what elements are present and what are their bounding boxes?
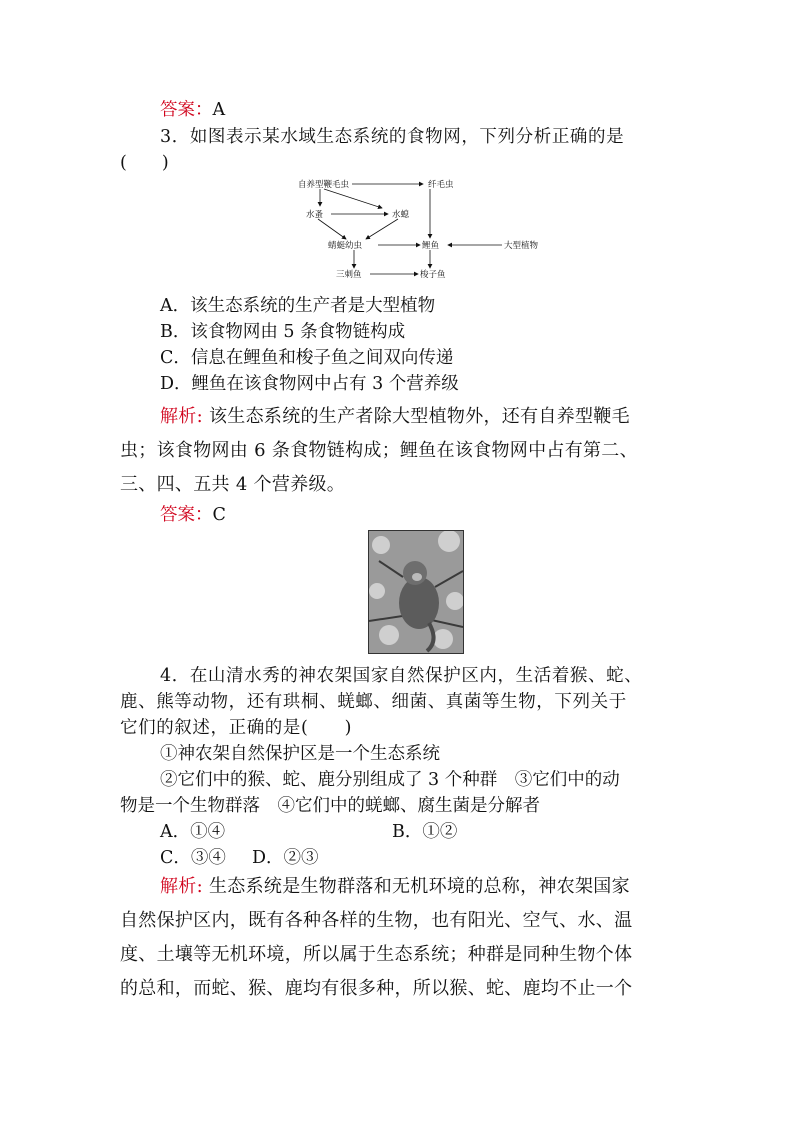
q2-answer bbox=[160, 98, 225, 122]
answer-value: A bbox=[212, 100, 226, 120]
q3-explanation-line1 bbox=[160, 405, 630, 429]
q4-explanation-line3: 度、土壤等无机环境，所以属于生态系统；种群是同种生物个体 bbox=[120, 944, 633, 965]
answer-label: 答案： bbox=[160, 505, 213, 525]
q4-statement-line2: ②它们中的猴、蛇、鹿分别组成了 3 个种群 ③它们中的动 bbox=[160, 770, 620, 790]
q4-option-d: D．②③ bbox=[252, 848, 319, 868]
node-dragonfly-larva: 蜻蜓幼虫 bbox=[328, 241, 363, 251]
q4-explanation-line1 bbox=[160, 875, 630, 899]
q4-statement-line1: ①神农架自然保护区是一个生态系统 bbox=[160, 744, 440, 764]
q4-option-a: A．①④ bbox=[160, 822, 226, 842]
q3-option-c: C．信息在鲤鱼和梭子鱼之间双向传递 bbox=[160, 348, 454, 368]
edge-hydra-dragonfly bbox=[366, 219, 398, 239]
q3-explanation-line3: 三、四、五共 4 个营养级。 bbox=[120, 474, 346, 495]
edge-flagellate-hydra bbox=[324, 189, 382, 208]
q4-explanation-line4: 的总和，而蛇、猴、鹿均有很多种，所以猴、蛇、鹿均不止一个 bbox=[120, 978, 633, 999]
q3-answer bbox=[160, 503, 226, 527]
q4-stem-line3: 它们的叙述，正确的是( ) bbox=[120, 718, 353, 738]
q4-stem-line2: 鹿、熊等动物，还有珙桐、蜣螂、细菌、真菌等生物，下列关于 bbox=[120, 692, 627, 712]
q3-explanation-line2: 虫；该食物网由 6 条食物链构成；鲤鱼在该食物网中占有第二、 bbox=[120, 440, 638, 461]
q4-stem-line1: 4．在山清水秀的神农架国家自然保护区内，生活着猴、蛇、 bbox=[160, 666, 643, 686]
answer-label: 答案： bbox=[160, 100, 213, 120]
node-autotroph-flagellate: 自养型鞭毛虫 bbox=[298, 180, 350, 190]
q4-statement-line3: 物是一个生物群落 ④它们中的蜣螂、腐生菌是分解者 bbox=[120, 796, 540, 816]
food-web-diagram bbox=[290, 172, 550, 282]
q4-explanation-line2: 自然保护区内，既有各种各样的生物，也有阳光、空气、水、温 bbox=[120, 910, 633, 931]
q3-stem-line1: 3．如图表示某水域生态系统的食物网，下列分析正确的是 bbox=[160, 127, 625, 147]
node-water-flea: 水蚤 bbox=[306, 210, 324, 220]
node-carp: 鲤鱼 bbox=[422, 241, 440, 251]
node-large-plant: 大型植物 bbox=[504, 241, 539, 251]
q4-option-b: B．①② bbox=[392, 822, 458, 842]
explanation-label: 解析: bbox=[160, 876, 203, 897]
node-ciliate: 纤毛虫 bbox=[428, 180, 454, 190]
q4-option-c: C．③④ bbox=[160, 848, 226, 868]
node-mullet: 梭子鱼 bbox=[420, 270, 446, 280]
node-hydra: 水螅 bbox=[392, 210, 410, 220]
monkey-image bbox=[369, 531, 463, 653]
explanation-label: 解析: bbox=[160, 406, 203, 427]
q3-option-d: D．鲤鱼在该食物网中占有 3 个营养级 bbox=[160, 374, 459, 394]
node-stickleback: 三刺鱼 bbox=[336, 270, 362, 280]
answer-value: C bbox=[212, 505, 226, 525]
q3-option-b: B．该食物网由 5 条食物链构成 bbox=[160, 322, 406, 342]
golden-monkey-photo bbox=[368, 530, 464, 654]
q3-option-a: A．该生态系统的生产者是大型植物 bbox=[160, 296, 436, 316]
explanation-text: 生态系统是生物群落和无机环境的总称，神农架国家 bbox=[202, 876, 630, 897]
q3-stem-line2: ( ) bbox=[120, 153, 169, 173]
explanation-text: 该生态系统的生产者除大型植物外，还有自养型鞭毛 bbox=[202, 406, 630, 427]
edge-waterflea-dragonfly bbox=[318, 219, 346, 239]
